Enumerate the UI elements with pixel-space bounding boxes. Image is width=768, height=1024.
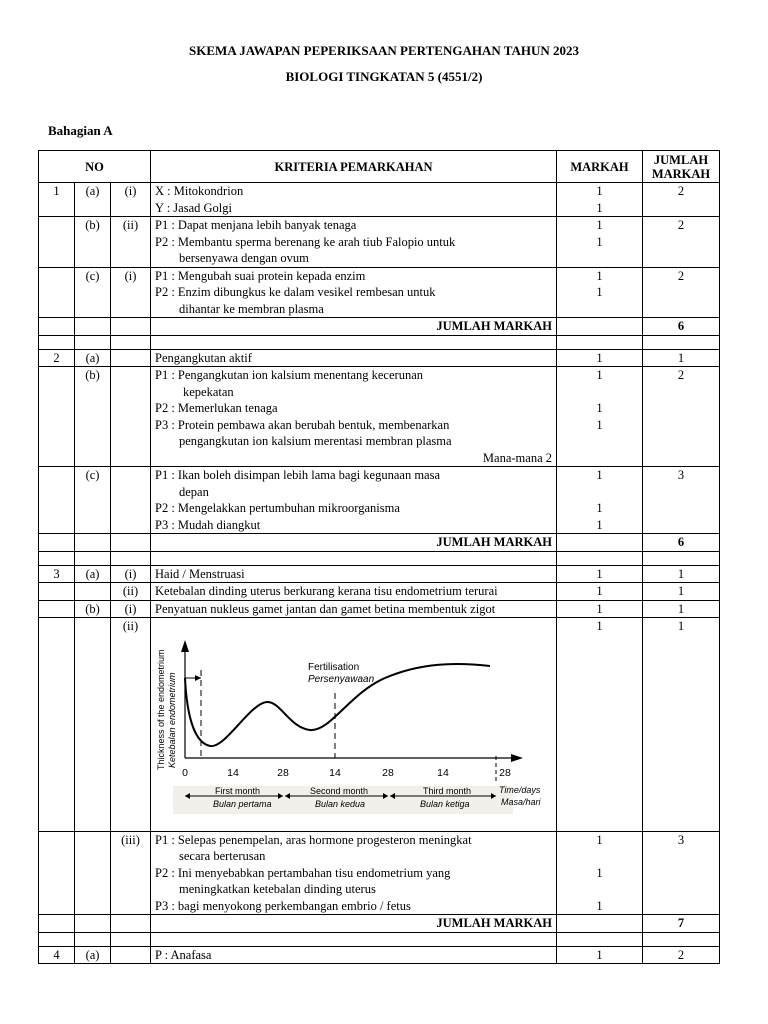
total-value: 6 <box>643 318 720 336</box>
part-label: (b) <box>75 367 111 467</box>
table-row <box>39 946 720 964</box>
table-row <box>39 583 720 601</box>
criteria-cell: P1 : Selepas penempelan, aras hormone progesteron meningkat secara berterusan P2 : Ini menyebabkan pertambahan tisu endometrium yang meningkatkan ketebalan dinding uterus P3 : bagi menyokong perkembangan embrio / fetus <box>151 831 557 915</box>
criteria-cell: P1 : Ikan boleh disimpan lebih lama bagi kegunaan masa depan P2 : Mengelakkan pertumbuhan mikroorganisma P3 : Mudah diangkut <box>151 467 557 534</box>
criteria-cell: X : Mitokondrion Y : Jasad Golgi <box>151 183 557 217</box>
table-row <box>39 267 720 318</box>
total-row <box>39 534 720 552</box>
question-number: 2 <box>39 349 75 367</box>
tick-label: 28 <box>382 767 394 779</box>
mark-cell: 1 <box>557 583 643 601</box>
bulan-pertama-label: Bulan pertama <box>213 799 272 809</box>
total-cell: 3 <box>643 831 720 915</box>
y-axis-label-ms: Ketebalan endometrium <box>167 672 177 768</box>
mark-cell: 1 1 1 <box>557 467 643 534</box>
total-cell: 2 <box>643 946 720 964</box>
mark-cell: 1 <box>557 946 643 964</box>
tick-label: 14 <box>227 767 239 779</box>
total-value: 6 <box>643 534 720 552</box>
section-heading: Bahagian A <box>48 123 113 138</box>
part-label: (a) <box>75 349 111 367</box>
total-row <box>39 318 720 336</box>
time-days-label: Time/days <box>499 785 541 795</box>
total-cell: 2 <box>643 267 720 318</box>
total-cell: 1 <box>643 565 720 583</box>
subpart-label: (iii) <box>111 831 151 915</box>
mark-cell: 1 <box>557 600 643 618</box>
mark-cell: 1 1 <box>557 267 643 318</box>
criteria-cell: P1 : Mengubah suai protein kepada enzim P2 : Enzim dibungkus ke dalam vesikel rembesan untuk dihantar ke membran plasma <box>151 267 557 318</box>
table-header-row <box>39 151 720 183</box>
subpart-label: (i) <box>111 600 151 618</box>
persenyawaan-label: Persenyawaan <box>308 674 375 685</box>
mark-cell: 1 <box>557 349 643 367</box>
tick-label: 28 <box>499 767 511 779</box>
y-axis-label-en: Thickness of the endometrium <box>156 649 166 770</box>
criteria-cell: P : Anafasa <box>151 946 557 964</box>
total-cell: 3 <box>643 467 720 534</box>
criteria-cell: Pengangkutan aktif <box>151 349 557 367</box>
total-label: JUMLAH MARKAH <box>151 534 557 552</box>
question-number: 3 <box>39 565 75 583</box>
part-label: (a) <box>75 946 111 964</box>
tick-label: 0 <box>182 767 188 779</box>
part-label: (c) <box>75 267 111 318</box>
criteria-cell: Haid / Menstruasi <box>151 565 557 583</box>
criteria-cell: P1 : Pengangkutan ion kalsium menentang kecerunan kepekatan P2 : Memerlukan tenaga P3 : Protein pembawa akan berubah bentuk, membenarkan pengangkutan ion kalsium merentasi membran plasma Mana-mana 2 <box>151 367 557 467</box>
part-label: (a) <box>75 183 111 217</box>
table-row <box>39 831 720 915</box>
table-row <box>39 349 720 367</box>
total-cell: 1 <box>643 600 720 618</box>
first-month-label: First month <box>215 786 261 796</box>
document-title: SKEMA JAWAPAN PEPERIKSAAN PERTENGAHAN TAHUN 2023 <box>189 43 579 58</box>
fertilisation-label: Fertilisation <box>308 662 360 673</box>
criteria-cell: Ketebalan dinding uterus berkurang kerana tisu endometrium terurai <box>151 583 557 601</box>
part-label: (a) <box>75 565 111 583</box>
subpart-label: (ii) <box>111 217 151 268</box>
table-row <box>39 467 720 534</box>
marking-scheme-table <box>38 150 720 964</box>
tick-label: 14 <box>329 767 341 779</box>
total-cell: 1 <box>643 618 720 832</box>
table-row <box>39 183 720 217</box>
endometrium-figure-cell <box>151 618 557 832</box>
mark-cell: 1 <box>557 618 643 832</box>
header-no: NO <box>39 151 151 183</box>
total-cell: 1 <box>643 349 720 367</box>
third-month-label: Third month <box>423 786 472 796</box>
total-label: JUMLAH MARKAH <box>151 915 557 933</box>
tick-label: 14 <box>437 767 449 779</box>
subpart-label: (i) <box>111 267 151 318</box>
total-cell: 2 <box>643 367 720 467</box>
mark-cell: 1 <box>557 565 643 583</box>
subpart-label: (ii) <box>111 618 151 832</box>
part-label: (b) <box>75 600 111 618</box>
table-row <box>39 217 720 268</box>
mark-cell: 1 1 1 <box>557 367 643 467</box>
document-subtitle: BIOLOGI TINGKATAN 5 (4551/2) <box>285 69 483 84</box>
subpart-label: (i) <box>111 565 151 583</box>
masa-hari-label: Masa/hari <box>501 797 541 807</box>
table-row <box>39 618 720 832</box>
question-number: 4 <box>39 946 75 964</box>
table-row <box>39 565 720 583</box>
criteria-cell: Penyatuan nukleus gamet jantan dan gamet betina membentuk zigot <box>151 600 557 618</box>
header-kriteria: KRITERIA PEMARKAHAN <box>151 151 557 183</box>
total-row <box>39 915 720 933</box>
table-row <box>39 367 720 467</box>
total-cell: 1 <box>643 583 720 601</box>
mark-cell: 1 1 <box>557 217 643 268</box>
criteria-cell: P1 : Dapat menjana lebih banyak tenaga P2 : Membantu sperma berenang ke arah tiub Falopio untuk bersenyawa dengan ovum <box>151 217 557 268</box>
header-jumlah: JUMLAH MARKAH <box>643 151 720 183</box>
mark-cell: 1 1 <box>557 183 643 217</box>
total-cell: 2 <box>643 183 720 217</box>
endometrium-thickness-figure <box>155 618 541 826</box>
question-number: 1 <box>39 183 75 217</box>
table-row <box>39 600 720 618</box>
bulan-kedua-label: Bulan kedua <box>315 799 366 809</box>
total-label: JUMLAH MARKAH <box>151 318 557 336</box>
tick-label: 28 <box>277 767 289 779</box>
total-cell: 2 <box>643 217 720 268</box>
subpart-label: (ii) <box>111 583 151 601</box>
bulan-ketiga-label: Bulan ketiga <box>420 799 470 809</box>
header-markah: MARKAH <box>557 151 643 183</box>
part-label: (b) <box>75 217 111 268</box>
mark-cell: 1 1 1 <box>557 831 643 915</box>
total-value: 7 <box>643 915 720 933</box>
subpart-label: (i) <box>111 183 151 217</box>
second-month-label: Second month <box>310 786 369 796</box>
part-label: (c) <box>75 467 111 534</box>
